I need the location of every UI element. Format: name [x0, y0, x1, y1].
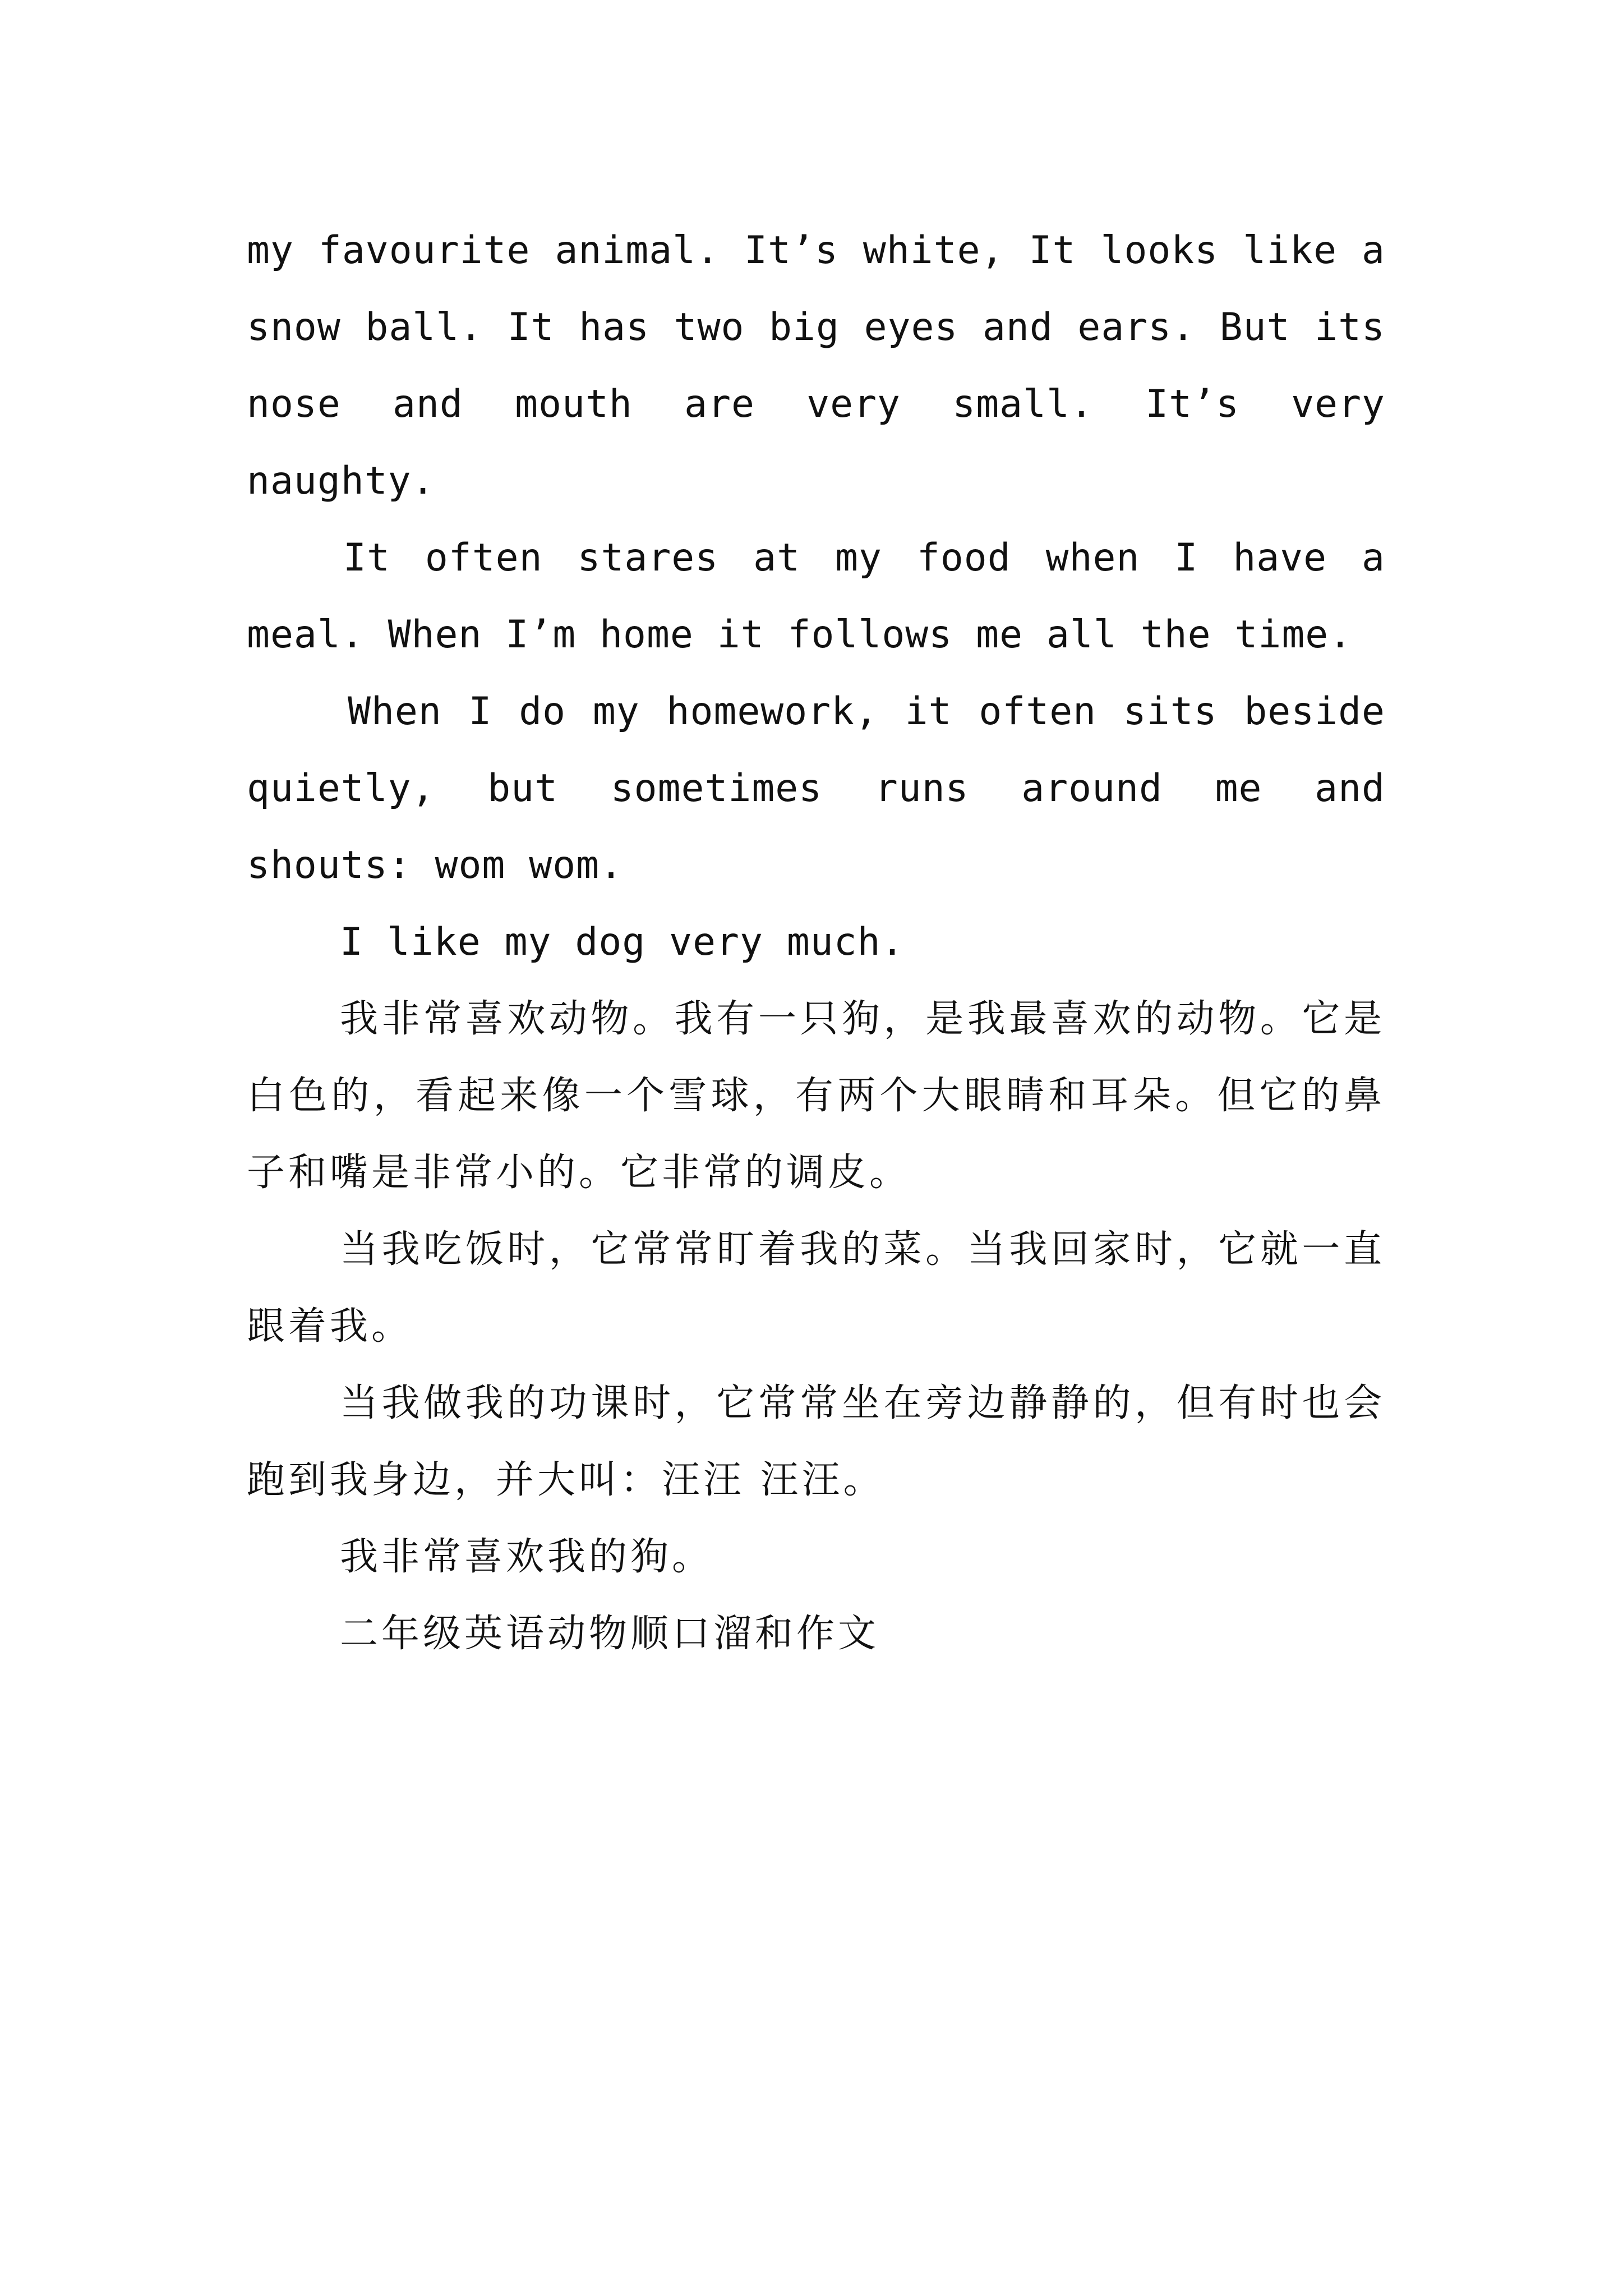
- chinese-paragraph-1: 我非常喜欢动物。我有一只狗，是我最喜欢的动物。它是白色的，看起来像一个雪球，有两个大眼睛和耳朵。但它的鼻子和嘴是非常小的。它非常的调皮。: [247, 997, 1385, 1195]
- english-paragraph-4: I like my dog very much.: [340, 920, 905, 964]
- chinese-paragraph-2: 当我吃饭时，它常常盯着我的菜。当我回家时，它就一直跟着我。: [247, 1227, 1385, 1349]
- chinese-paragraph-3: 当我做我的功课时，它常常坐在旁边静静的，但有时也会跑到我身边，并大叫：汪汪 汪汪。: [247, 1381, 1385, 1502]
- english-paragraph-2: It often stares at my food when I have a meal. When I’m home it follows me all the time.: [247, 536, 1385, 657]
- english-paragraph-1: my favourite animal. It’s white, It looks like a snow ball. It has two big eyes and ears. But its nose and mouth are very small. It’s very naughty.: [247, 228, 1385, 503]
- chinese-paragraph-4: 我非常喜欢我的狗。: [340, 1535, 714, 1579]
- document-body: [247, 212, 1385, 1672]
- english-paragraph-3: When I do my homework, it often sits beside quietly, but sometimes runs around me and shouts: wom wom.: [247, 689, 1385, 887]
- document-title-line: 二年级英语动物顺口溜和作文: [340, 1612, 880, 1656]
